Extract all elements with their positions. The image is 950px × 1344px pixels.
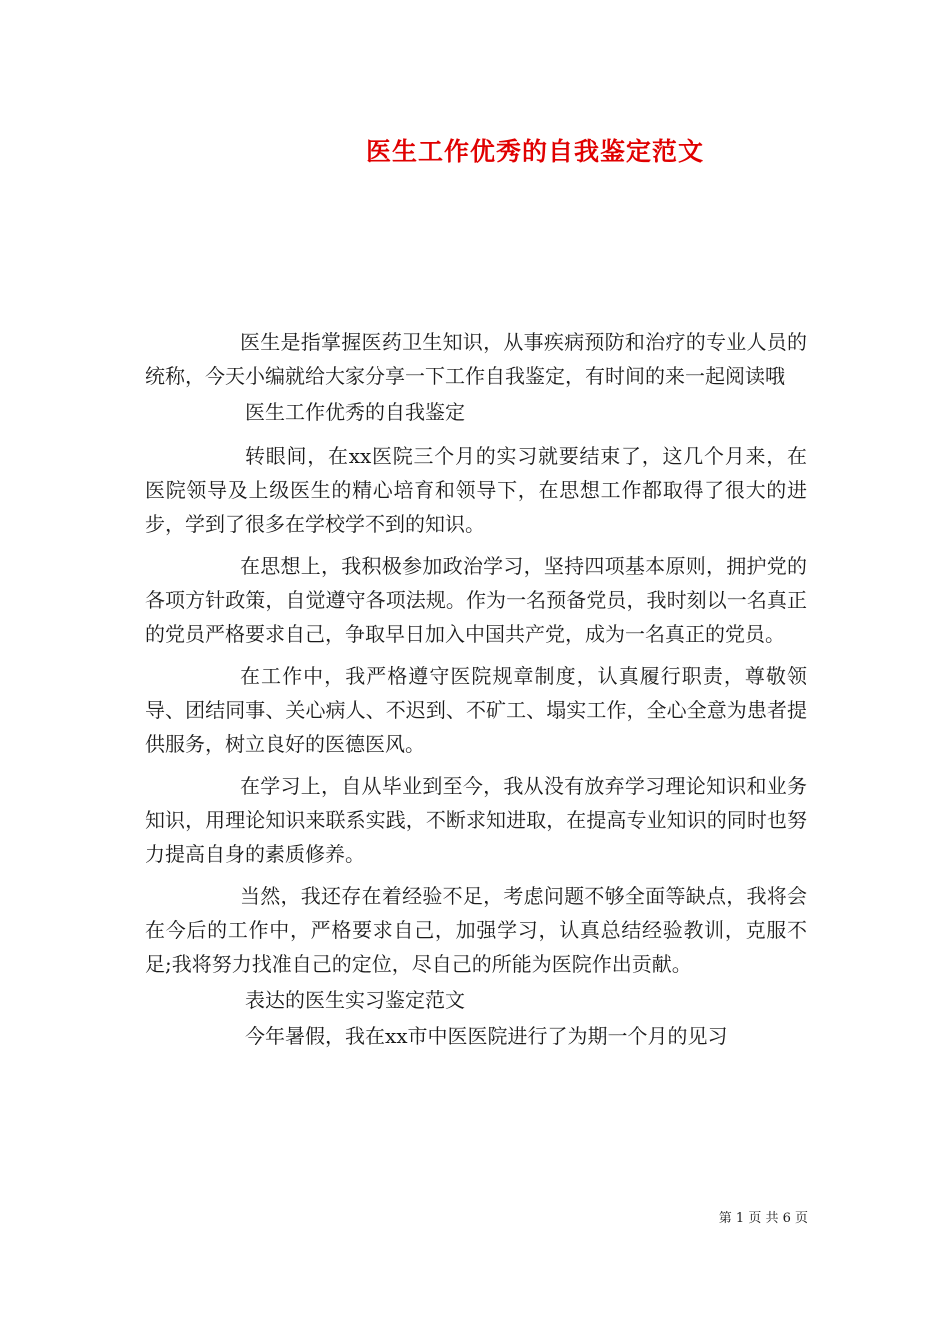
body-paragraph: 转眼间，在xx医院三个月的实习就要结束了，这几个月来，在医院领导及上级医生的精心培育和领导下，在思想工作都取得了很大的进步，学到了很多在学校学不到的知识。: [145, 444, 807, 536]
body-paragraph: 在思想上，我积极参加政治学习，坚持四项基本原则，拥护党的各项方针政策，自觉遵守各项法规。作为一名预备党员，我时刻以一名真正的党员严格要求自己，争取早日加入中国共产党，成为一名真正的党员。: [145, 554, 807, 646]
body-paragraph: 在工作中，我严格遵守医院规章制度，认真履行职责，尊敬领导、团结同事、关心病人、不迟到、不矿工、塌实工作，全心全意为患者提供服务，树立良好的医德医风。: [145, 664, 807, 756]
document-title: 医生工作优秀的自我鉴定范文: [365, 137, 704, 166]
section-heading: 表达的医生实习鉴定范文: [245, 988, 465, 1012]
body-paragraph: 当然，我还存在着经验不足，考虑问题不够全面等缺点，我将会在今后的工作中，严格要求自己，加强学习，认真总结经验教训，克服不足;我将努力找准自己的定位，尽自己的所能为医院作出贡献。: [145, 884, 807, 976]
intro-paragraph: 医生是指掌握医药卫生知识，从事疾病预防和治疗的专业人员的统称，今天小编就给大家分享一下工作自我鉴定，有时间的来一起阅读哦: [145, 330, 807, 388]
page-number: 第 1 页 共 6 页: [718, 1211, 808, 1226]
body-paragraph: 在学习上，自从毕业到至今，我从没有放弃学习理论知识和业务知识，用理论知识来联系实践，不断求知进取，在提高专业知识的同时也努力提高自身的素质修养。: [145, 774, 807, 866]
body-paragraph: 今年暑假，我在xx市中医医院进行了为期一个月的见习: [245, 1024, 728, 1048]
document-body: [145, 325, 807, 1053]
section-heading: 医生工作优秀的自我鉴定: [245, 400, 465, 424]
